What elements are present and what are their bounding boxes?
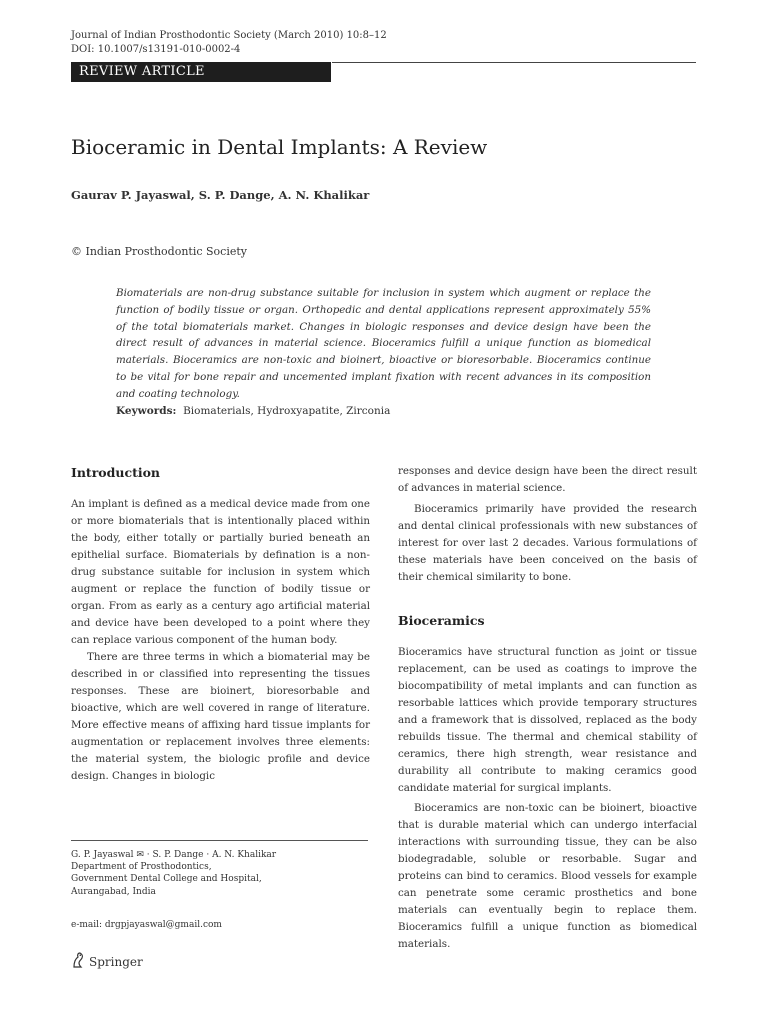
header-rule xyxy=(332,62,696,63)
springer-horse-icon xyxy=(71,952,85,971)
copyright-line: © Indian Prosthodontic Society xyxy=(71,245,248,258)
section-heading-introduction: Introduction xyxy=(71,465,161,480)
intro-paragraph-2: There are three terms in which a biomaterial may be described in or classified into representing the tissues responses. These are bioinert, bioresorbable and bioactive, which are well covered in range of literature. More effective means of affixing hard tissue implants for augmentation or replacement involves three elements: the material system, the biologic profile and device design. Changes in biologic xyxy=(71,651,370,782)
doi-line: DOI: 10.1007/s13191-010-0002-4 xyxy=(71,44,241,55)
footnote-rule xyxy=(71,840,368,841)
keywords-label: Keywords: xyxy=(116,405,177,417)
right-column-top xyxy=(398,463,697,586)
right-column-bottom xyxy=(398,644,697,953)
author-email: e-mail: drgpjayaswal@gmail.com xyxy=(71,920,222,930)
author-list: Gaurav P. Jayaswal, S. P. Dange, A. N. Khalikar xyxy=(71,188,370,202)
paragraph-bioceramics-research: Bioceramics primarily have provided the research and dental clinical professionals with new substances of interest for over last 2 decades. Various formulations of these materials have been conceived on the basis of their chemical similarity to bone. xyxy=(398,503,697,583)
abstract: Biomaterials are non-drug substance suitable for inclusion in system which augment or replace the function of bodily tissue or organ. Orthopedic and dental applications represent approximately 55% of the total biomaterials market. Changes in biologic responses and device design have been the direct result of advances in material science. Bioceramics fulfill a unique function as biomedical materials. Bioceramics are non-toxic and bioinert, bioactive or bioresorbable. Bioceramics continue to be vital for bone repair and uncemented implant fixation with recent advances in its composition and coating technology. xyxy=(116,287,651,400)
section-heading-bioceramics: Bioceramics xyxy=(398,613,485,628)
affiliation-names: G. P. Jayaswal ✉ · S. P. Dange · A. N. Khalikar xyxy=(71,850,277,860)
affiliation-department: Department of Prosthodontics, xyxy=(71,862,212,873)
journal-line: Journal of Indian Prosthodontic Society (March 2010) 10:8–12 xyxy=(71,30,387,41)
publisher-logo xyxy=(71,952,143,971)
left-column xyxy=(71,496,370,785)
article-title: Bioceramic in Dental Implants: A Review xyxy=(71,135,488,159)
continued-paragraph: responses and device design have been the direct result of advances in material science. xyxy=(398,465,697,494)
paragraph-bioceramics-properties: Bioceramics are non-toxic can be bioinert, bioactive that is durable material which can undergo interfacial interactions with surrounding tissue, they can be also biodegradable, soluble or resorbable. Sugar and proteins can bind to ceramics. Blood vessels for example can penetrate some ceramic prosthetics and bone materials can eventually begin to replace them. Bioceramics fulfill a unique function as biomedical materials. xyxy=(398,802,697,950)
keywords xyxy=(116,405,390,417)
keywords-value: Biomaterials, Hydroxyapatite, Zirconia xyxy=(183,405,391,417)
author-affiliation xyxy=(71,849,276,898)
journal-citation xyxy=(71,29,387,57)
publisher-name: Springer xyxy=(89,954,143,969)
affiliation-city: Aurangabad, India xyxy=(71,886,156,897)
affiliation-college: Government Dental College and Hospital, xyxy=(71,874,262,885)
intro-paragraph-1: An implant is defined as a medical device made from one or more biomaterials that is intentionally placed within the body, either totally or partially buried beneath an epithelial surface. Biomaterials by defination is a non-drug substance suitable for inclusion in system which augment or replace the function of bodily tissue or organ. From as early as a century ago artificial material and device have been developed to a point where they can replace various component of the human body. xyxy=(71,498,370,646)
paragraph-bioceramics-function: Bioceramics have structural function as joint or tissue replacement, can be used as coatings to improve the biocompatibility of metal implants and can function as resorbable lattices which provide temporary structures and a framework that is dissolved, replaced as the body rebuilds tissue. The thermal and chemical stability of ceramics, there high strength, wear resistance and durability all contribute to making ceramics good candidate material for surgical implants. xyxy=(398,646,697,794)
article-type-banner: REVIEW ARTICLE xyxy=(71,62,331,82)
